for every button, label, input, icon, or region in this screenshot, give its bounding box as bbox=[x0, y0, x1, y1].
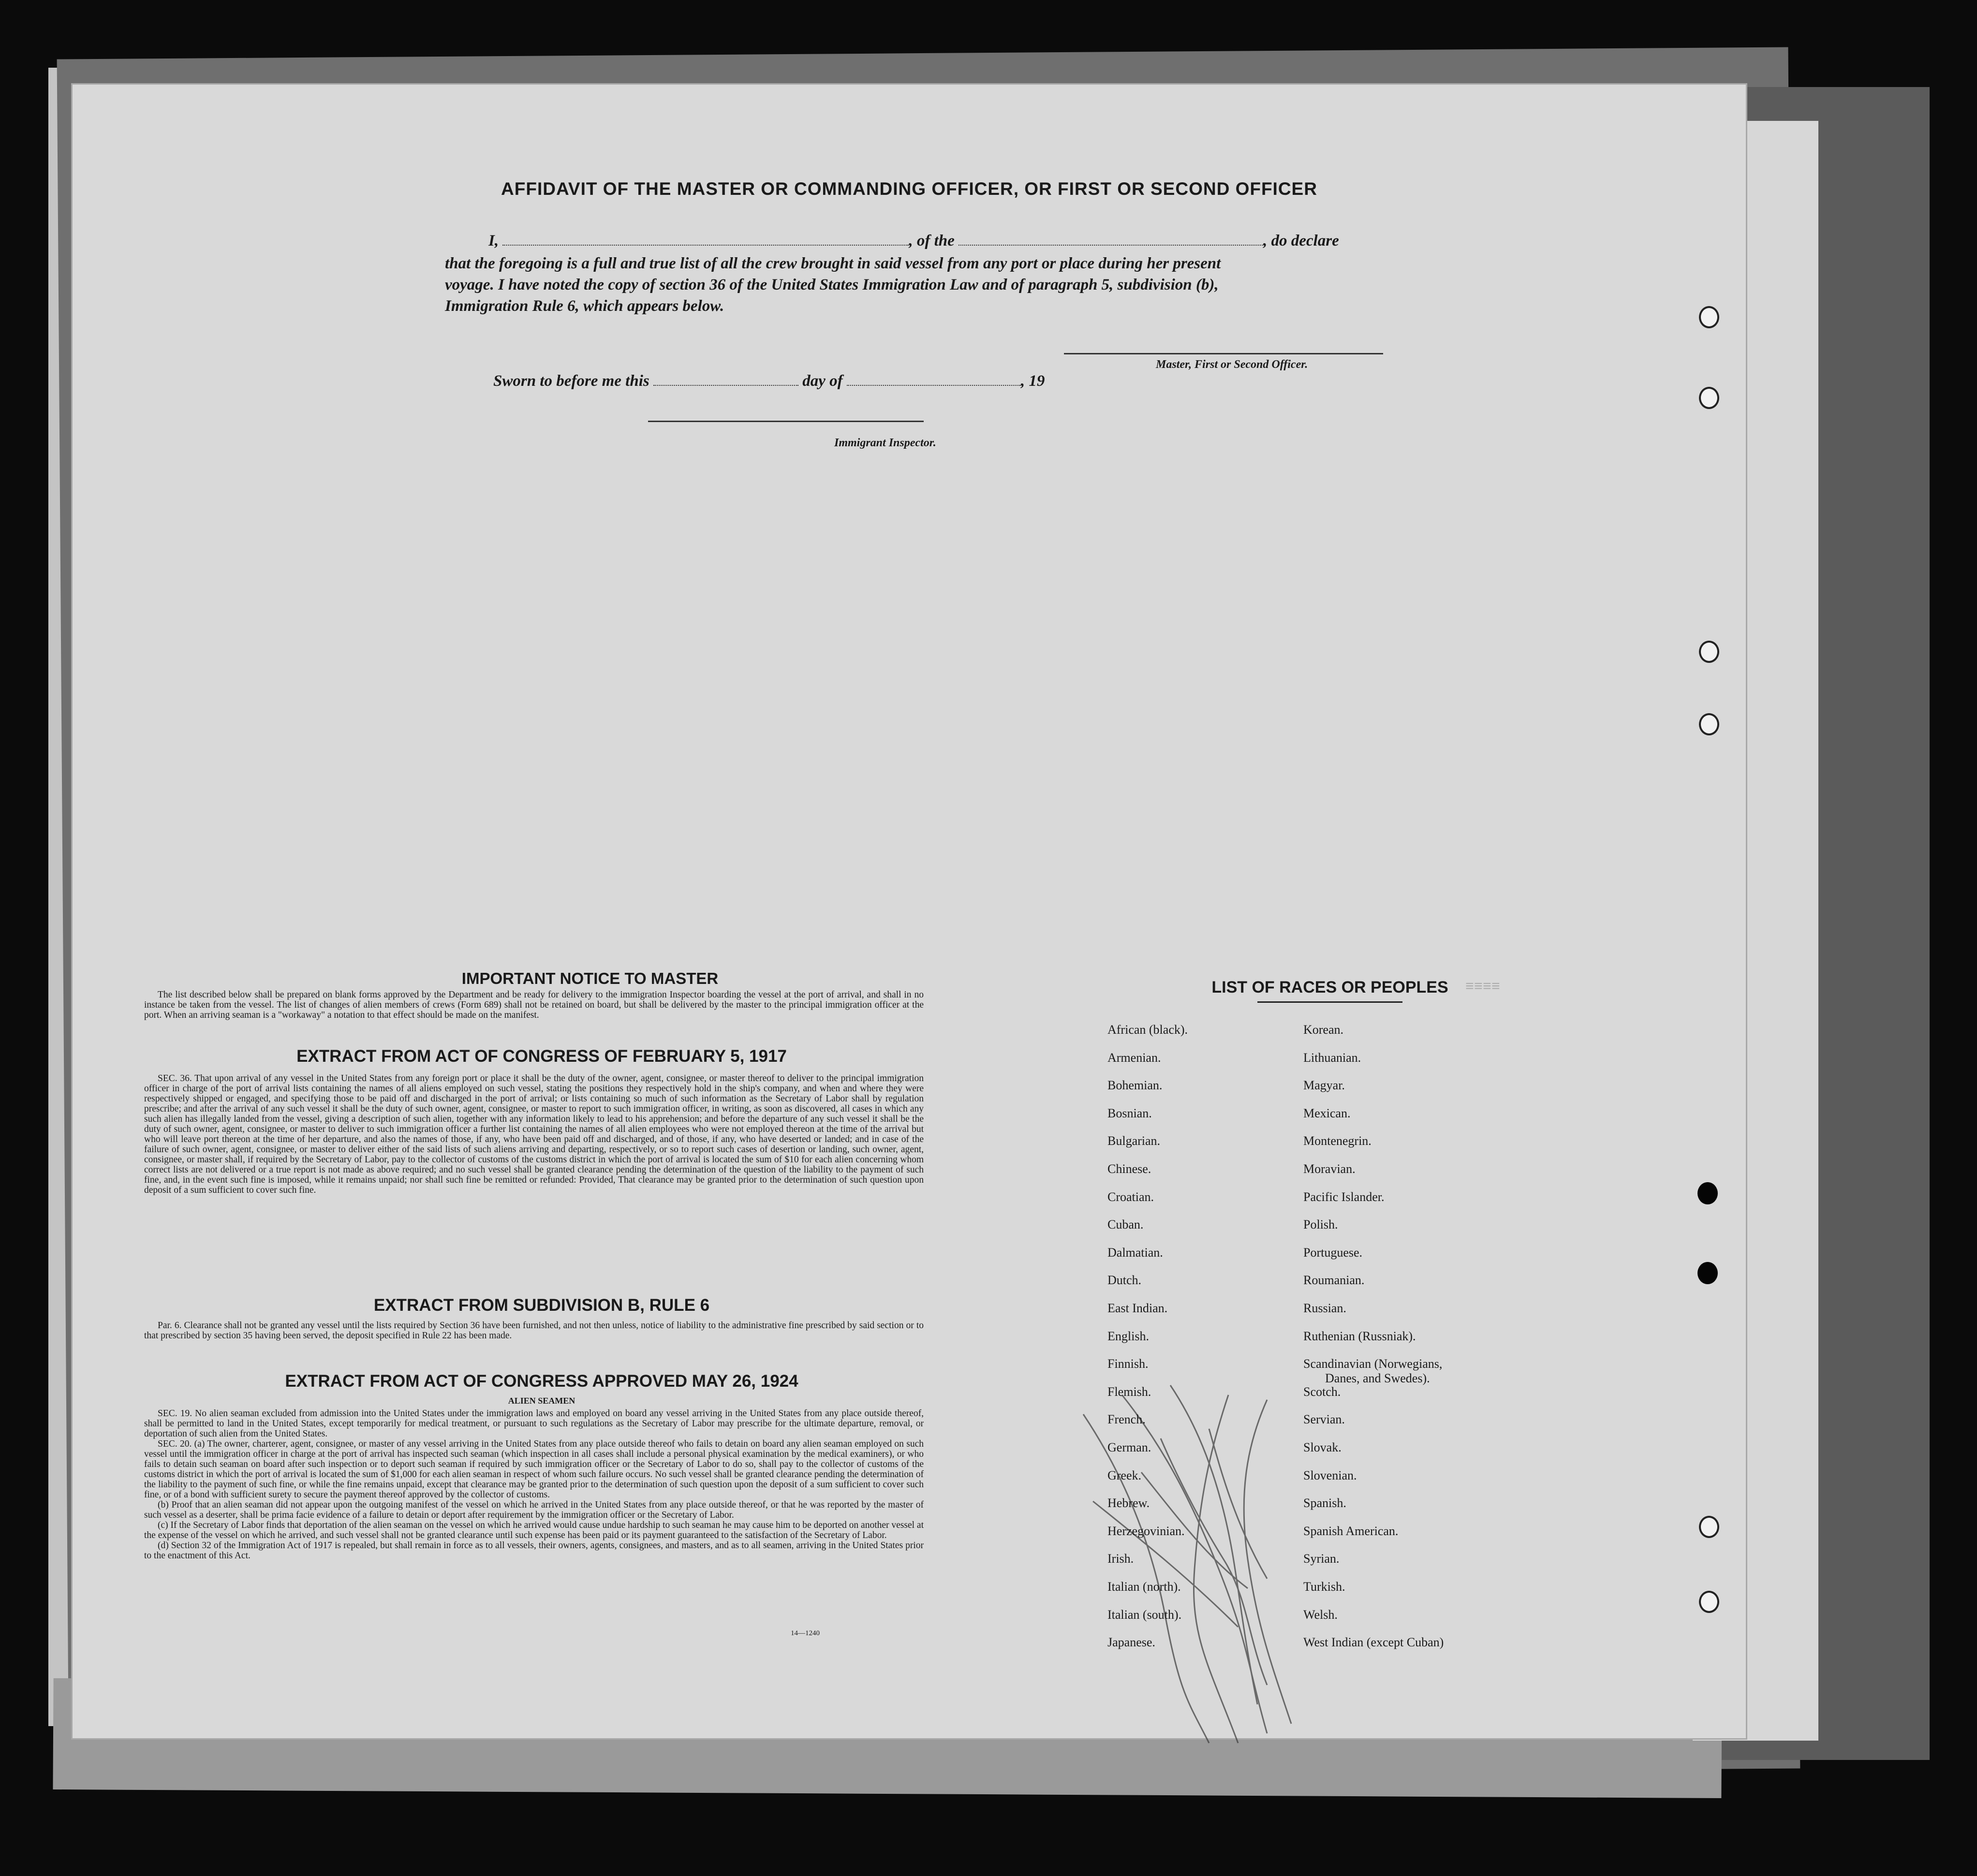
race-list-item: East Indian. bbox=[1107, 1301, 1168, 1315]
race-list-item: Flemish. bbox=[1107, 1384, 1151, 1399]
sec-20a-paragraph: SEC. 20. (a) The owner, charterer, agent, consignee, or master of any vessel arriving in the United States from any place outside thereof who fails to detain on board any alien seaman employed on such vessel until the immigration officer in charge at the port of arrival has inspected such seaman (which inspection in all cases shall include a personal physical examination by the medical examiners), or who fails to detain such seaman on board after such inspection or to deport such seaman if required by such immigration officer or the Secretary of Labor to do so, shall pay to the collector of customs of the customs district in which the port of arrival is located the sum of $1,000 for each alien seaman in respect of whom such failure occurs. No such vessel shall be granted clearance pending the determination of the liability to the payment of such fine, or while the fine remains unpaid, except that clearance may be granted prior to the determination of such question upon the deposit of a sum sufficient to cover such fine, or of a bond with sufficient surety to secure the payment thereof approved by the collector of customs. bbox=[144, 1439, 924, 1500]
ghost-bleed-through: ≡≡≡≡ bbox=[1465, 979, 1501, 996]
punch-hole bbox=[1697, 1262, 1718, 1284]
race-list-item: Slovenian. bbox=[1303, 1468, 1357, 1482]
punch-hole bbox=[1699, 306, 1719, 328]
extract-rule6-heading: EXTRACT FROM SUBDIVISION B, RULE 6 bbox=[373, 1296, 710, 1315]
race-list-item: Chinese. bbox=[1107, 1162, 1151, 1176]
race-list-item: Servian. bbox=[1303, 1412, 1345, 1427]
sec-19-paragraph: SEC. 19. No alien seaman excluded from admission into the United States under the immigration laws and employed on board any vessel arriving in the United States from any place outside thereof, shall be permitted to land in the United States, except temporarily for medical treatment, or pursuant to such regulations as the Secretary of Labor may prescribe for the ultimate departure, removal, or deportation of such alien from the United States. bbox=[144, 1408, 924, 1439]
race-list-item: Roumanian. bbox=[1303, 1273, 1365, 1288]
race-list-item: Magyar. bbox=[1303, 1078, 1345, 1093]
sworn-month-blank[interactable] bbox=[847, 385, 1021, 386]
punch-hole bbox=[1699, 713, 1719, 735]
punch-hole bbox=[1699, 1591, 1719, 1613]
extract-1917-heading: EXTRACT FROM ACT OF CONGRESS OF FEBRUARY 5, 1917 bbox=[296, 1047, 787, 1066]
race-list-item: Cuban. bbox=[1107, 1217, 1144, 1232]
affidavit-declaration-line: I, , of the , do declare bbox=[488, 232, 1339, 249]
race-list-item: Bosnian. bbox=[1107, 1106, 1152, 1120]
race-list-item: English. bbox=[1107, 1329, 1149, 1343]
race-list-item: Portuguese. bbox=[1303, 1245, 1363, 1260]
punch-hole bbox=[1699, 641, 1719, 663]
extract-1924-body bbox=[144, 1408, 924, 1561]
race-list-item: Irish. bbox=[1107, 1552, 1134, 1566]
race-list-item: Polish. bbox=[1303, 1217, 1338, 1232]
punch-hole bbox=[1697, 1182, 1718, 1204]
affidavit-line-2: that the foregoing is a full and true list of all the crew brought in said vessel from any port or place during her present bbox=[445, 255, 1221, 272]
race-list-item: Mexican. bbox=[1303, 1106, 1351, 1120]
race-list-item: Syrian. bbox=[1303, 1552, 1340, 1566]
race-list-item: French. bbox=[1107, 1412, 1146, 1427]
sec-20c-paragraph: (c) If the Secretary of Labor finds that deportation of the alien seaman on the vessel on which he arrived would cause undue hardship to such seaman he may cause him to be deported on another vessel at the expense of the vessel on which he arrived, and such vessel shall not be granted clearance until such expense has been paid or its payment guaranteed to the satisfaction of the Secretary of Labor. bbox=[144, 1520, 924, 1540]
master-signature-caption: Master, First or Second Officer. bbox=[1156, 358, 1308, 371]
inspector-caption: Immigrant Inspector. bbox=[834, 437, 936, 449]
vessel-blank[interactable] bbox=[959, 245, 1263, 246]
notice-body: The list described below shall be prepared on blank forms approved by the Department and be ready for delivery to the immigration Inspector boarding the vessel at the port of arrival, and shall in no instance be taken from the vessel. The list of changes of alien members of crews (Form 689) shall not be retained on board, but shall be delivered by the master to the principal immigration officer at the port. When an arriving seaman is a "workaway" a notation to that effect should be made on the manifest. bbox=[144, 990, 924, 1020]
race-list-item: Spanish American. bbox=[1303, 1524, 1399, 1538]
race-list-item: Korean. bbox=[1303, 1023, 1344, 1037]
race-list-item: Pacific Islander. bbox=[1303, 1189, 1385, 1204]
race-list-item: Scandinavian (Norwegians, bbox=[1303, 1357, 1443, 1371]
races-heading: LIST OF RACES OR PEOPLES bbox=[1211, 978, 1448, 997]
punch-hole bbox=[1699, 387, 1719, 409]
race-list-item: Italian (north). bbox=[1107, 1580, 1181, 1594]
race-list-item: Slovak. bbox=[1303, 1440, 1342, 1454]
race-list-item: Japanese. bbox=[1107, 1635, 1155, 1650]
race-list-item: Bohemian. bbox=[1107, 1078, 1163, 1093]
race-list-item: African (black). bbox=[1107, 1023, 1188, 1037]
race-list-item: Lithuanian. bbox=[1303, 1050, 1361, 1065]
extract-rule6-body: Par. 6. Clearance shall not be granted any vessel until the lists required by Section 36 have been furnished, and not then unless, notice of liability to the administrative fine prescribed by said section or to that prescribed by section 35 having been served, the deposit specified in Rule 22 has been made. bbox=[144, 1320, 924, 1341]
document-page bbox=[73, 85, 1746, 1738]
race-list-item: Armenian. bbox=[1107, 1050, 1161, 1065]
race-list-item: Greek. bbox=[1107, 1468, 1142, 1482]
race-list-item: Russian. bbox=[1303, 1301, 1346, 1315]
affidavit-line-4: Immigration Rule 6, which appears below. bbox=[445, 297, 724, 315]
race-list-item: Italian (south). bbox=[1107, 1607, 1182, 1622]
extract-1924-heading: EXTRACT FROM ACT OF CONGRESS APPROVED MAY 26, 1924 bbox=[285, 1372, 798, 1391]
form-number: 14—1240 bbox=[791, 1629, 820, 1637]
race-list-item: Scotch. bbox=[1303, 1384, 1341, 1399]
sworn-day-blank[interactable] bbox=[653, 385, 798, 386]
notice-heading: IMPORTANT NOTICE TO MASTER bbox=[461, 969, 719, 987]
race-list-item: Danes, and Swedes). bbox=[1325, 1371, 1430, 1386]
sworn-line: Sworn to before me this day of , 19 bbox=[493, 372, 1045, 390]
race-list-item: Croatian. bbox=[1107, 1189, 1154, 1204]
race-list-item: Welsh. bbox=[1303, 1607, 1338, 1622]
race-list-item: West Indian (except Cuban) bbox=[1303, 1635, 1444, 1650]
race-list-item: Moravian. bbox=[1303, 1162, 1356, 1176]
inspector-signature-line[interactable] bbox=[648, 421, 924, 422]
alien-seamen-subheading: ALIEN SEAMEN bbox=[508, 1396, 575, 1406]
sec-20b-paragraph: (b) Proof that an alien seaman did not appear upon the outgoing manifest of the vessel on which he arrived in the United States from any place outside thereof, or that he was reported by the master of such vessel as a deserter, shall be prima facie evidence of a failure to detain or deport after requirement by the immigration officer or the Secretary of Labor. bbox=[144, 1500, 924, 1520]
extract-1917-body: SEC. 36. That upon arrival of any vessel in the United States from any foreign port or place it shall be the duty of the owner, agent, consignee, or master thereof to deliver to the principal immigration officer in charge of the port of arrival lists containing the names of all aliens employed on such vessel, stating the positions they respectively hold in the ship's company, and when and where they were respectively shipped or engaged, and specifying those to be paid off and discharged in the port of arrival; or lists containing so much of such information as the Secretary of Labor shall by regulation prescribe; and after the arrival of any such vessel it shall be the duty of such owner, agent, consignee, or master to report to such immigration officer, in writing, as soon as discovered, all cases in which any such alien has illegally landed from the vessel, giving a description of such alien, together with any information likely to lead to his apprehension; and before the departure of any such vessel it shall be the duty of such owner, agent, consignee, or master to deliver to such immigration officer a further list containing the names of all alien employees who were not employed thereon at the time of the arrival but who will leave port thereon at the time of her departure, and also the names of those, if any, who have been paid off and discharged, and of those, if any, who have deserted or landed; and in case of the failure of such owner, agent, consignee, or master to deliver either of the said lists of such aliens arriving and departing, respectively, or so to report such cases of desertion or landing, such owner, agent, consignee, or master shall, if required by the Secretary of Labor, pay to the collector of customs of the customs district in which the port of arrival is located the sum of $10 for each alien concerning whom correct lists are not delivered or a true report is not made as above required; and no such vessel shall be granted clearance pending the determination of the question of the liability to the payment of such fine, and, in the event such fine is imposed, while it remains unpaid; nor shall such fine be remitted or refunded: Provided, That clearance may be granted prior to the determination of such question upon deposit of a sum sufficient to cover such fine. bbox=[144, 1073, 924, 1195]
race-list-item: German. bbox=[1107, 1440, 1151, 1454]
master-signature-line[interactable] bbox=[1064, 353, 1383, 354]
punch-hole bbox=[1699, 1516, 1719, 1538]
race-list-item: Dutch. bbox=[1107, 1273, 1142, 1288]
race-list-item: Hebrew. bbox=[1107, 1496, 1150, 1510]
races-heading-rule bbox=[1257, 1001, 1402, 1003]
name-blank[interactable] bbox=[502, 245, 909, 246]
race-list-item: Ruthenian (Russniak). bbox=[1303, 1329, 1416, 1343]
race-list-item: Turkish. bbox=[1303, 1580, 1345, 1594]
affidavit-line-3: voyage. I have noted the copy of section 36 of the United States Immigration Law and of paragraph 5, subdivision (b), bbox=[445, 276, 1219, 293]
race-list-item: Dalmatian. bbox=[1107, 1245, 1163, 1260]
race-list-item: Montenegrin. bbox=[1303, 1134, 1372, 1148]
race-list-item: Bulgarian. bbox=[1107, 1134, 1161, 1148]
affidavit-heading: AFFIDAVIT OF THE MASTER OR COMMANDING OFFICER, OR FIRST OR SECOND OFFICER bbox=[501, 179, 1317, 199]
race-list-item: Finnish. bbox=[1107, 1357, 1149, 1371]
race-list-item: Herzegovinian. bbox=[1107, 1524, 1185, 1538]
sec-20d-paragraph: (d) Section 32 of the Immigration Act of 1917 is repealed, but shall remain in force as to all vessels, their owners, agents, consignees, and masters, and as to all seamen, arriving in the United States prior to the enactment of this Act. bbox=[144, 1540, 924, 1561]
race-list-item: Spanish. bbox=[1303, 1496, 1346, 1510]
